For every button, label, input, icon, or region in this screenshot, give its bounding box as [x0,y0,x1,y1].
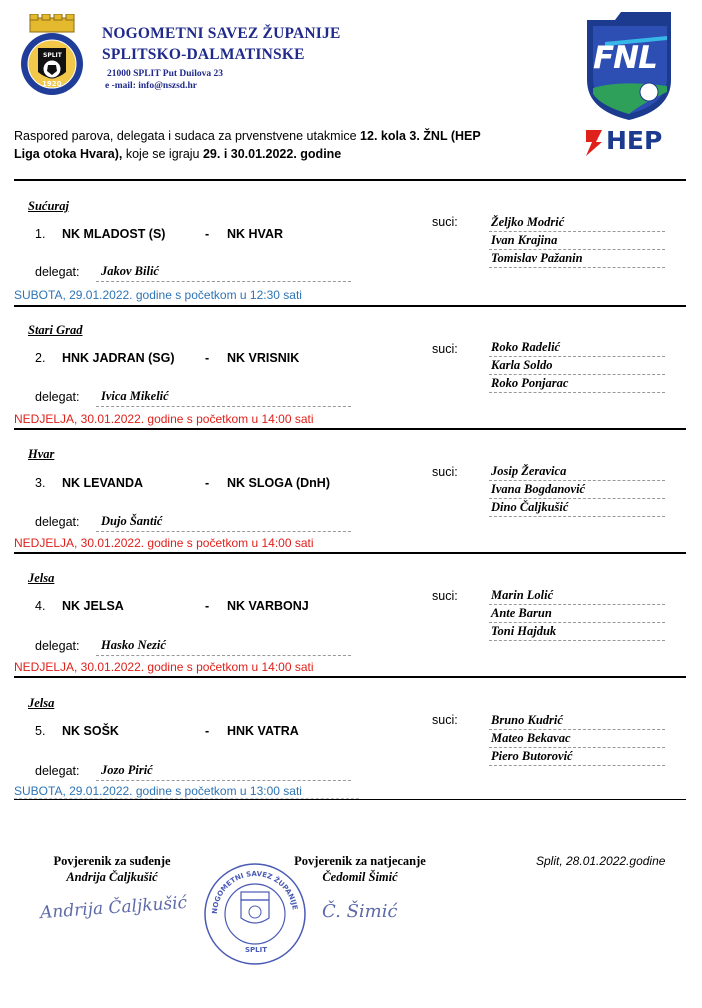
left-signature: Andrija Čaljkušić [39,892,188,924]
left-signer-title: Povjerenik za suđenje [53,854,171,868]
delegate-label: delegat: [35,265,80,279]
separator [14,428,686,431]
delegate-label: delegat: [35,639,80,653]
away-team: NK SLOGA (DnH) [227,476,330,490]
home-team: NK MLADOST (S) [62,227,166,241]
home-team: NK JELSA [62,599,124,613]
home-team: HNK JADRAN (SG) [62,351,175,365]
match-datetime: SUBOTA, 29.01.2022. godine s početkom u 12:30 sati [14,288,302,302]
crest-text: SPLIT [43,52,62,59]
intro-part1: Raspored parova, delegata i sudaca za prvenstvene utakmice [14,129,361,143]
referee-name: Željko Modrić [489,214,665,232]
delegate-name: Hasko Nezić [101,638,166,652]
delegate-name: Jozo Pirić [101,763,153,777]
intro-part2: koje se igraju [122,147,203,161]
separator [14,676,686,678]
referee-name: Toni Hajduk [489,623,665,641]
referee-name: Mateo Bekavac [489,730,665,748]
separator [14,552,686,554]
stamp-text: NOGOMETNI SAVEZ ŽUPANIJE [210,869,299,915]
delegate-label: delegat: [35,515,80,529]
delegate-underline [96,531,351,532]
match-number: 3. [35,476,46,490]
separator-top [14,179,686,181]
crest-logo [16,14,88,96]
crest-year: 1920 [42,80,62,88]
separator-bottom [14,799,686,800]
versus-dash: - [205,227,210,241]
intro-text [14,127,574,163]
match-number: 1. [35,227,46,241]
delegate-underline [96,655,351,656]
match-venue: Jelsa [28,571,55,585]
separator [14,305,686,307]
mid-signer-name: Čedomil Šimić [322,870,398,884]
match-venue: Hvar [28,447,55,461]
delegate-label: delegat: [35,390,80,404]
referee-name: Marin Lolić [489,587,665,605]
referees-label: suci: [432,342,458,356]
intro-bold3: 29. i 30.01.2022. godine [202,147,342,161]
referees-label: suci: [432,215,458,229]
date-place: Split, 28.01.2022.godine [536,854,666,868]
referees-label: suci: [432,465,458,479]
match-number: 4. [35,599,46,613]
home-team: NK LEVANDA [62,476,144,490]
away-team: NK HVAR [227,227,284,241]
referee-name: Karla Soldo [489,357,665,375]
referee-name: Bruno Kudrić [489,712,665,730]
referee-name: Dino Čaljkušić [489,499,665,517]
delegate-underline [96,406,351,407]
match-datetime: NEDJELJA, 30.01.2022. godine s početkom u 14:00 sati [14,412,314,426]
match-number: 2. [35,351,46,365]
fnl-logo-text: FNL [593,40,657,76]
hep-logo-text: HEP [606,126,663,155]
referee-name: Ante Barun [489,605,665,623]
referee-name: Ivana Bogdanović [489,481,665,499]
referee-name: Piero Butorović [489,748,665,766]
mid-signer-title: Povjerenik za natjecanje [294,854,426,868]
match-datetime: NEDJELJA, 30.01.2022. godine s početkom u 14:00 sati [14,536,314,550]
delegate-underline [96,780,351,781]
versus-dash: - [205,351,210,365]
match-datetime: NEDJELJA, 30.01.2022. godine s početkom u 14:00 sati [14,660,314,674]
delegate-name: Ivica Mikelić [101,389,169,403]
referee-name: Ivan Krajina [489,232,665,250]
intro-bold1: 12. kola 3. ŽNL (HEP [360,129,481,143]
match-venue: Stari Grad [28,323,83,337]
home-team: NK SOŠK [62,724,119,738]
referee-name: Tomislav Pažanin [489,250,665,268]
org-email: e -mail: info@nszsd.hr [105,81,197,91]
match-venue: Sućuraj [28,199,69,213]
org-address: 21000 SPLIT Put Duilova 23 [107,69,223,79]
hep-logo [582,128,678,158]
away-team: NK VRISNIK [227,351,300,365]
match-venue: Jelsa [28,696,55,710]
match-number: 5. [35,724,46,738]
away-team: HNK VATRA [227,724,299,738]
versus-dash: - [205,599,210,613]
match-datetime: SUBOTA, 29.01.2022. godine s početkom u 13:00 sati [14,784,302,798]
away-team: NK VARBONJ [227,599,309,613]
left-signer-name: Andrija Čaljkušić [66,870,158,884]
referee-name: Roko Ponjarac [489,375,665,393]
fnl-logo [581,10,677,122]
delegate-underline [96,281,351,282]
delegate-name: Jakov Bilić [101,264,159,278]
referees-label: suci: [432,713,458,727]
intro-bold2: Liga otoka Hvara), [14,147,123,161]
stamp-city: SPLIT [245,946,268,954]
versus-dash: - [205,724,210,738]
referees-label: suci: [432,589,458,603]
delegate-name: Dujo Šantić [101,514,163,528]
delegate-label: delegat: [35,764,80,778]
referee-name: Roko Radelić [489,339,665,357]
versus-dash: - [205,476,210,490]
mid-signature: Č. Šimić [322,901,398,922]
org-name-line2: SPLITSKO-DALMATINSKE [102,46,305,63]
org-name-line1: NOGOMETNI SAVEZ ŽUPANIJE [102,25,341,42]
referee-name: Josip Žeravica [489,463,665,481]
